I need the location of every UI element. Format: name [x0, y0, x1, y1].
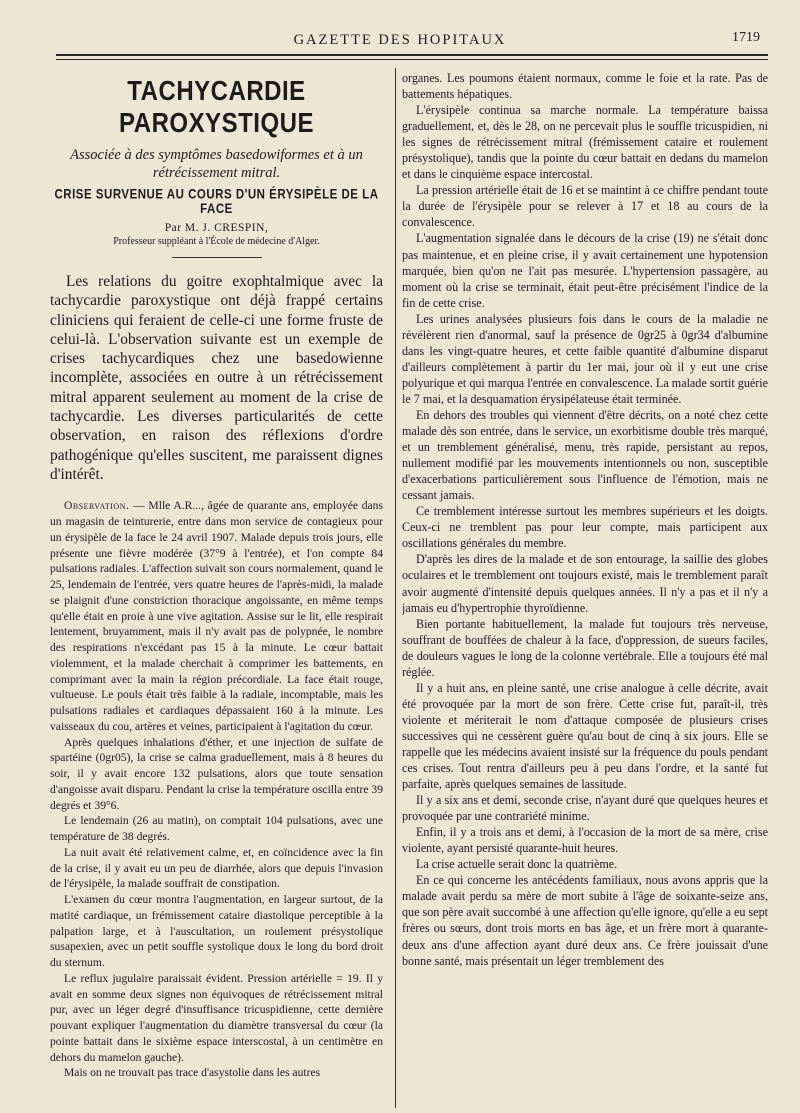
header-rule-thin [56, 59, 768, 60]
body-paragraph: Bien portante habituellement, la malade fut toujours très nerveuse, souffrant de bouffées de chaleur à la face, d'oppression, de sueurs faciles, de douleurs vagues le long de la colonne vertébrale. Elle a toujours été mal réglée. [402, 616, 768, 679]
author-line: Par M. J. CRESPIN, [164, 222, 269, 234]
body-paragraph: Enfin, il y a trois ans et demi, à l'occasion de la mort de sa mère, crise violente, ayant persisté quarante-huit heures. [402, 825, 768, 856]
page-number: 1719 [732, 30, 760, 45]
body-paragraph: Mais on ne trouvait pas trace d'asystolie dans les autres [64, 1066, 321, 1080]
intro-paragraph: Les relations du goitre exophtalmique avec la tachycardie paroxystique ont déjà frappé certains cliniciens qui feraient de celle-ci une forme fruste de celui-là. L'observation suivante est un exemple de crises tachycardiques chez une basedowienne incomplète, associées en outre à un rétrécissement mitral apparent seulement au moment de la crise de tachycardie. Les diverses particularités de cette observation, en raison des réflexions d'ordre pathogénique qu'elles suscitent, me paraissent dignes d'intérêt. [50, 273, 383, 483]
body-paragraph: Il y a six ans et demi, seconde crise, n'ayant duré que quelques heures et provoquée par une contrariété minime. [402, 793, 768, 824]
left-column [50, 70, 383, 1110]
body-paragraph: La pression artérielle était de 16 et se maintint à ce chiffre pendant toute la durée de l'érysipèle pour se relever à 17 et 18 au cours de la convalescence. [402, 183, 768, 230]
observation-paragraph [50, 498, 383, 734]
running-title: GAZETTE DES HOPITAUX [293, 32, 507, 48]
body-paragraph: Le reflux jugulaire paraissait évident. Pression artérielle = 19. Il y avait en somme deux signes non équivoques de rétrécissement mitral pur, avec un léger degré d'insuffisance tricuspidienne, cette dernière pouvant expliquer l'augmentation du diamètre transversal du cœur (la pointe battait dans le sixième espace interscostal, à un centimètre en dehors du mamelon gauche). [50, 971, 383, 1064]
body-paragraph: Il y a huit ans, en pleine santé, une crise analogue à celle décrite, avait été provoquée par la mort de son frère. Cette crise fut, paraît-il, très violente et mériterait le nom d'attaque composée de plusieurs crises successives qui ne cessèrent guère qu'au bout de cinq à six jours. Elle se rappelle que les médecins avaient insisté sur la fréquence du pouls pendant ces crises. Tout rentra d'ailleurs peu à peu dans l'ordre, et la santé fut parfaite, après quelques semaines de lassitude. [402, 680, 768, 792]
body-paragraph: L'augmentation signalée dans le décours de la crise (19) ne s'était donc pas maintenue, et en pleine crise, il y avait certainement une hypotension marquée, bien qu'on ne l'ait pas mesurée. L'hypertension passagère, au moment où la crise se terminait, était peut-être précisément l'indice de la fin de cette crise. [402, 231, 768, 310]
column-divider [395, 68, 396, 1108]
intro-block [50, 272, 383, 484]
body-paragraph: D'après les dires de la malade et de son entourage, la saillie des globes oculaires et le tremblement ont toujours existé, mais le tremblement paraît avoir augmenté d'intensité depuis quelques années. Il n'y a pas et il n'y a jamais eu d'hypertrophie thyroïdienne. [402, 552, 768, 615]
body-paragraph: En dehors des troubles qui viennent d'être décrits, on a noté chez cette malade dès son entrée, dans le service, un exorbitisme double très marqué, et un tremblement généralisé, menu, très rapide, persistant au repos, nullement modifié par les mouvements intentionnels ou non, susceptible d'exacerbations particulièrement sous l'influence de l'émotion, mais ne cessant jamais. [402, 407, 768, 503]
running-head [0, 32, 800, 52]
body-paragraph: L'examen du cœur montra l'augmentation, en largeur surtout, de la matité cardiaque, un frémissement cataire diastolique perceptible à la palpation large, et à l'auscultation, un roulement présystolique susapexien, avec un petit souffle systolique doux le long du bord droit du sternum. [50, 893, 383, 970]
header-rule-thick [56, 54, 768, 56]
article-subtitle: Associée à des symptômes basedowiformes et à un rétrécissement mitral. [70, 147, 363, 181]
author-affiliation: Professeur suppléant à l'École de médecine d'Alger. [113, 236, 320, 247]
title-separator [172, 257, 262, 258]
observation-label: Observation. [64, 499, 130, 513]
body-paragraph: En ce qui concerne les antécédents familiaux, nous avons appris que la malade avait perdu sa mère de mort subite à l'âge de soixante-seize ans, que son père avait succombé à une affection qu'elle ignore, qu'elle a eu sept frères ou sœurs, dont trois morts en bas âge, et un frère mort à quarante-deux ans d'une affection ayant duré deux ans. Ce frère jouissait d'une bonne santé, mais présentait un léger tremblement des [402, 873, 768, 968]
body-paragraph: Après quelques inhalations d'éther, et une injection de sulfate de spartéine (0gr05), la crise se calma graduellement, mais à 8 heures du soir, il y avait encore 132 pulsations, alors que toute sensation d'angoisse avait disparu. Pendant la crise la température oscilla entre 39 degrés et 39°6. [50, 735, 383, 812]
observation-text: — Mlle A.R..., âgée de quarante ans, employée dans un magasin de teinturerie, entre dans mon service de contagieux pour un érysipèle de la face le 24 avril 1907. Malade depuis trois jours, elle présente une fièvre modérée (37°9 à l'entrée), et l'on compte 84 pulsations radiales. L'affection suivait son cours normalement, quand le 25, lendemain de l'entrée, vers quatre heures de l'après-midi, la malade se plaignit d'une constriction thoracique angoissante, en même temps qu'elle était en proie à une vive agitation. Assise sur le lit, elle respirait lentement, bruyamment, mais il n'y avait pas de polypnée, le nombre des respirations n'excédant pas 15 à la minute. Le cœur battait violemment, et la malade cherchait à comprimer les battements, en comprimant avec la main la région précordiale. La face était rouge, vultueuse. Le pouls était très faible à la radiale, incomptable, mais les pulsations radiales et cardiaques dépassaient 160 à la minute. Les vaisseaux du cou, artères et veines, participaient à l'agitation du cœur. [50, 499, 383, 733]
body-paragraph: Les urines analysées plusieurs fois dans le cours de la maladie ne révélèrent rien d'anormal, sauf la présence de 0gr25 à 0gr34 d'albumine dans les vingt-quatre heures, et cette faible quantité d'albumine disparut d'ailleurs complètement à partir du 1er mai, jour où il y eut une crise polyurique et qui marqua l'entrée en convalescence. La malade sortit guérie le 7 mai, et la desquamation érysipélateuse était terminée. [402, 311, 768, 406]
body-paragraph: Ce tremblement intéresse surtout les membres supérieurs et les doigts. Ceux-ci ne tremblent pas pour leur compte, mais participent aux oscillations générales du membre. [402, 504, 768, 551]
body-paragraph: La crise actuelle serait donc la quatrième. [416, 857, 618, 872]
observation-block [50, 498, 383, 1081]
body-paragraph: L'érysipèle continua sa marche normale. La température baissa graduellement, et, dès le 28, on ne percevait plus le souffle tricuspidien, ni les signes de rétrécissement mitral (frémissement cataire et roulement présystolique), tandis que la pointe du cœur battait en dedans du mamelon et dans le cinquième espace intercostal. [402, 103, 768, 182]
body-paragraph: Le lendemain (26 au matin), on comptait 104 pulsations, avec une température de 38 degrés. [50, 814, 383, 844]
body-paragraph: La nuit avait été relativement calme, et, en coïncidence avec la fin de la crise, il y avait eu un peu de diarrhée, alors que depuis l'invasion de l'érysipèle, la malade souffrait de constipation. [50, 845, 383, 891]
article-title: TACHYCARDIE PAROXYSTIQUE [119, 75, 314, 140]
body-paragraph: organes. Les poumons étaient normaux, comme le foie et la rate. Pas de battements hépatiques. [402, 71, 768, 102]
right-column [402, 70, 768, 1110]
article-section-heading: CRISE SURVENUE AU COURS D'UN ÉRYSIPÈLE DE LA FACE [54, 187, 379, 217]
